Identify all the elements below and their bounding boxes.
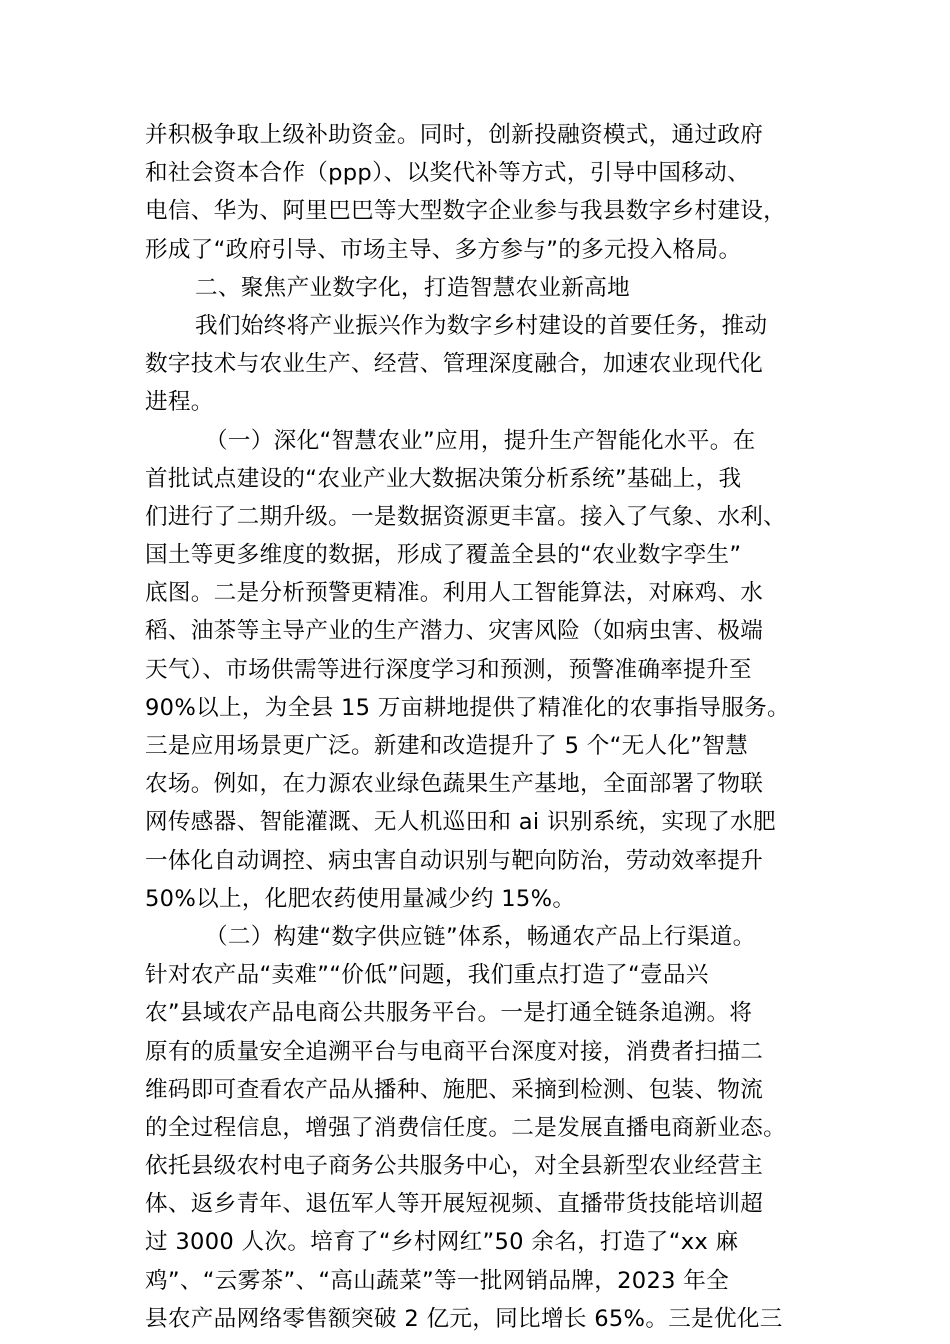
text-line: 县农产品网络零售额突破 2 亿元，同比增长 65%。三是优化三 bbox=[145, 1305, 783, 1332]
text-line: 稻、油茶等主导产业的生产潜力、灾害风险（如病虫害、极端 bbox=[145, 618, 764, 645]
text-line: 形成了“政府引导、市场主导、多方参与”的多元投入格局。 bbox=[145, 236, 742, 263]
text-line: 底图。二是分析预警更精准。利用人工智能算法，对麻鸡、水 bbox=[145, 580, 764, 607]
text-line: 农场。例如，在力源农业绿色蔬果生产基地，全面部署了物联 bbox=[145, 771, 764, 798]
text-line: 鸡”、“云雾茶”、“高山蔬菜”等一批网销品牌，2023 年全 bbox=[145, 1267, 730, 1294]
text-line: 并积极争取上级补助资金。同时，创新投融资模式，通过政府 bbox=[145, 122, 764, 148]
text-line: 天气）、市场供需等进行深度学习和预测，预警准确率提升至 bbox=[145, 656, 752, 683]
text-line: 三是应用场景更广泛。新建和改造提升了 5 个“无人化”智慧 bbox=[145, 733, 749, 759]
text-line: 和社会资本合作（ppp）、以奖代补等方式，引导中国移动、 bbox=[145, 160, 750, 187]
subsection-heading-line: （二）构建“数字供应链”体系，畅通农产品上行渠道。 bbox=[205, 923, 756, 950]
text-line: 网传感器、智能灌溉、无人机巡田和 ai 识别系统，实现了水肥 bbox=[145, 809, 776, 836]
text-line: 体、返乡青年、退伍军人等开展短视频、直播带货技能培训超 bbox=[145, 1191, 764, 1218]
text-line: 原有的质量安全追溯平台与电商平台深度对接，消费者扫描二 bbox=[145, 1038, 764, 1065]
text-line: 过 3000 人次。培育了“乡村网红”50 余名，打造了“xx 麻 bbox=[145, 1229, 739, 1256]
section-heading: 二、聚焦产业数字化，打造智慧农业新高地 bbox=[195, 274, 630, 301]
paragraph-start-line: 我们始终将产业振兴作为数字乡村建设的首要任务，推动 bbox=[195, 312, 768, 339]
text-line: 针对农产品“卖难”“价低”问题，我们重点打造了“壹品兴 bbox=[145, 962, 709, 989]
text-line: 进程。 bbox=[145, 389, 214, 416]
text-line: 农”县域农产品电商公共服务平台。一是打通全链条追溯。将 bbox=[145, 1000, 753, 1027]
text-line: 依托县级农村电子商务公共服务中心，对全县新型农业经营主 bbox=[145, 1153, 764, 1180]
text-line: 90%以上，为全县 15 万亩耕地提供了精准化的农事指导服务。 bbox=[145, 694, 790, 721]
text-line: 50%以上，化肥农药使用量减少约 15%。 bbox=[145, 885, 576, 912]
text-line: 们进行了二期升级。一是数据资源更丰富。接入了气象、水利、 bbox=[145, 503, 787, 530]
text-line: 国土等更多维度的数据，形成了覆盖全县的“农业数字孪生” bbox=[145, 542, 742, 569]
text-line: 数字技术与农业生产、经营、管理深度融合，加速农业现代化 bbox=[145, 351, 764, 378]
document-body bbox=[145, 116, 815, 1338]
text-line: 维码即可查看农产品从播种、施肥、采摘到检测、包装、物流 bbox=[145, 1076, 764, 1103]
subsection-heading-line: （一）深化“智慧农业”应用，提升生产智能化水平。在 bbox=[205, 427, 756, 454]
text-line: 一体化自动调控、病虫害自动识别与靶向防治，劳动效率提升 bbox=[145, 847, 764, 874]
text-line: 的全过程信息，增强了消费信任度。二是发展直播电商新业态。 bbox=[145, 1114, 787, 1141]
text-line: 首批试点建设的“农业产业大数据决策分析系统”基础上，我 bbox=[145, 465, 742, 492]
text-line: 电信、华为、阿里巴巴等大型数字企业参与我县数字乡村建设， bbox=[145, 198, 787, 225]
